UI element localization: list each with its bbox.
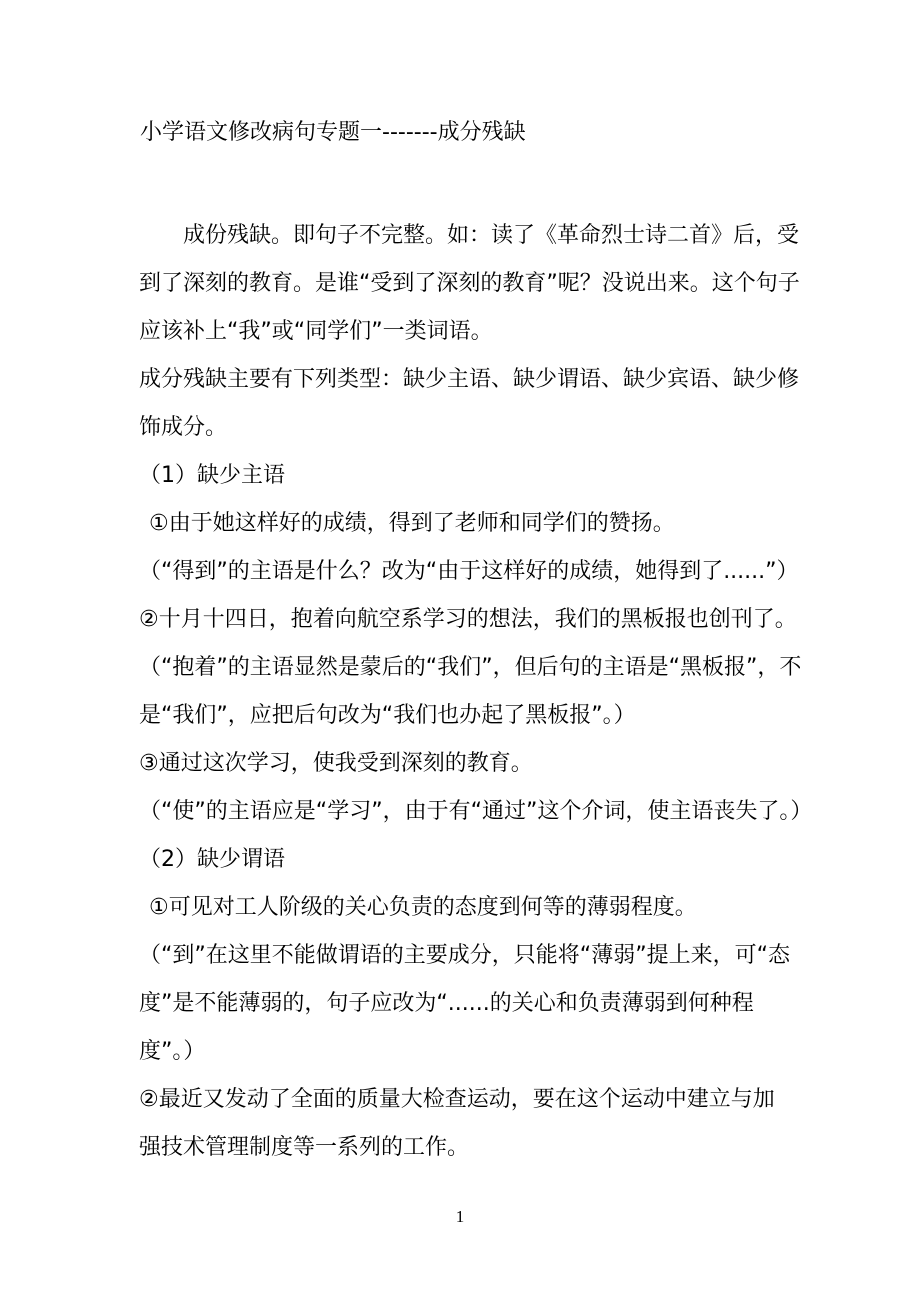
section-heading: （2）缺少谓语: [139, 847, 285, 872]
example-sentence: ②最近又发动了全面的质量大检查运动，要在这个运动中建立与加: [139, 1087, 775, 1112]
explanation-line: 度”是不能薄弱的，句子应改为“......的关心和负责薄弱到何种程: [139, 991, 754, 1016]
paragraph-line: 到了深刻的教育。是谁“受到了深刻的教育”呢？没说出来。这个句子: [139, 271, 800, 296]
explanation-line: （“使”的主语应是“学习”，由于有“通过”这个介词，使主语丧失了。）: [139, 799, 813, 824]
explanation-line: 度”。）: [139, 1039, 206, 1064]
paragraph-line: 成分残缺主要有下列类型：缺少主语、缺少谓语、缺少宾语、缺少修: [139, 367, 800, 392]
example-sentence: ①由于她这样好的成绩，得到了老师和同学们的赞扬。: [149, 511, 675, 536]
explanation-line: （“到”在这里不能做谓语的主要成分，只能将“薄弱”提上来，可“态: [139, 943, 790, 968]
explanation-line: （“抱着”的主语显然是蒙后的“我们”，但后句的主语是“黑板报”，不: [139, 655, 802, 680]
paragraph-line: 应该补上“我”或“同学们”一类词语。: [139, 319, 493, 344]
paragraph-line: 成份残缺。即句子不完整。如：读了《革命烈士诗二首》后，受: [183, 223, 800, 248]
paragraph-line: 饰成分。: [139, 415, 228, 440]
example-sentence: 强技术管理制度等一系列的工作。: [139, 1135, 470, 1160]
document-title: 小学语文修改病句专题一-------成分残缺: [140, 120, 526, 145]
example-sentence: ③通过这次学习，使我受到深刻的教育。: [139, 751, 533, 776]
explanation-line: （“得到”的主语是什么？改为“由于这样好的成绩，她得到了......”）: [139, 559, 799, 584]
example-sentence: ①可见对工人阶级的关心负责的态度到何等的薄弱程度。: [149, 895, 697, 920]
example-sentence: ②十月十四日，抱着向航空系学习的想法，我们的黑板报也创刊了。: [139, 607, 797, 632]
document-body: [139, 212, 813, 1172]
page-number: 1: [455, 1207, 465, 1226]
section-heading: （1）缺少主语: [139, 463, 285, 488]
explanation-line: 是“我们”，应把后句改为“我们也办起了黑板报”。）: [139, 703, 636, 728]
